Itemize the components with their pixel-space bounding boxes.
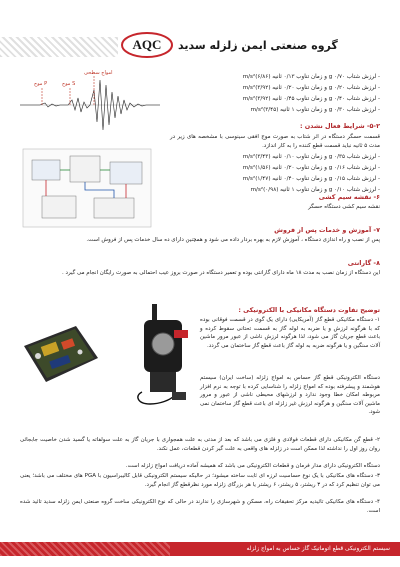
section-5-2-intro: قسمت حسگر دستگاه در اثر شتاب به صورت موج افقی سینوسی با مشخصه های زیر در مدت ۵ ثانیه نباید قسمت قطع کننده را به کار اندازد. (170, 134, 380, 149)
spec-line: - لرزش شتاب g ۰/۷۰ و زمان تناوب ۰/۱۳ ثانیه (۶/۸۶)m/s² (242, 74, 380, 80)
section-6-body: نقشه سیم کشی دستگاه حسگر (308, 204, 380, 210)
surface-wave-label: امواج سطحی (84, 70, 113, 76)
spec-line: - لرزش شتاب g ۰/۲۰ و زمان تناوب ۰/۲۰ ثانیه (۳/۹۲)m/s² (242, 85, 380, 91)
comparison-heading: توضیح تفاوت دستگاه مکانیکی با الکترونیکی : (238, 306, 380, 314)
company-name: گروه صنعتی ایمن زلزله سدید (178, 39, 338, 52)
spec-line: - لرزش شتاب g ۰/۳۰ و زمان تناوب ۱ ثانیه (۳/۴۵)m/s² (250, 107, 380, 113)
gas-valve-device-photo (130, 300, 200, 410)
comparison-p3: ۲- قطع گن مکانیکی دارای قطعات فولادی و فلزی می باشد که بعد از مدتی به علت همجواری با جریان گاز به علت سولفاته یا گسید شدن خاصیت جابجائی روان روز اول را نداشته لذا ممکن است در زلزله های واقعی به علت گیر کردن قطعات، عمل نکند. (20, 437, 380, 452)
spec-line: - لرزش شتاب g ۰/۱۶ و زمان تناوب ۰/۲۰ ثانیه (۱/۵۶)m/s² (242, 165, 380, 171)
spec-line: - لرزش شتاب g ۰/۳۵ و زمان تناوب ۰/۱۰ ثانیه (۳/۴۳)m/s² (242, 154, 380, 160)
section-6-heading: ۶- نقشه سیم کشی (318, 193, 380, 201)
spec-list-top (170, 72, 380, 116)
section-8-body: این دستگاه از زمان نصب به مدت ۱۸ ماه دارای گارانتی بوده و تعمیر دستگاه در صورت بروز عیب احتمالی به صورت رایگان انجام می گیرد . (62, 270, 380, 276)
spec-line: - لرزش شتاب g ۰/۱۵ و زمان تناوب ۰/۴۰ ثانیه (۱/۴۷)m/s² (242, 176, 380, 182)
footer-bar (0, 542, 400, 556)
company-logo (120, 30, 174, 60)
section-7-body: پس از نصب و راه اندازی دستگاه ، آموزش لازم به بهره بردار داده می شود و همچنین دارای ده سال خدمات پس از فروش است. (86, 237, 380, 243)
section-7-heading: ۷- آموزش و خدمات پس از فروش (274, 226, 380, 234)
comparison-p1: ۱- دستگاه مکانیکی قطع گاز (آمریکایی) دارای یک گوی در قسمت فوقانی بوده که با هرگونه لرزش و یا ضربه به لوله گاز به قسمت تحتانی سقوط کرده و باعث قطع جریان گاز می شود، لذا هرگونه لرزش ناشی از عبور مرور ماشین آلات سنگین و یا هرگونه ضربه به لوله گاز باعث قطع گاز ساختمان می گردد. (200, 317, 380, 349)
spec-line: - لرزش شتاب g ۰/۴۰ و زمان تناوب ۰/۴۵ ثانیه (۳/۹۲)m/s² (242, 96, 380, 102)
footer-decoration (0, 542, 170, 556)
header-decoration (0, 37, 118, 57)
comparison-p2: دستگاه الکترونیکی قطع گاز حساس به امواج زلزله (ساخت ایران) سیستم هوشمند و پیشرفته بوده که امواج زلزله را شناسایی کرده با توجه به نرم افزار مربوطه امکان خطا وجود ندارد و لرزشهای محیطی ناشی از عبور و مرور ماشین آلات سنگین و هرگونه لرزش غیر زلزله ای باعث قطع گاز ساختمان نمی شود. (200, 375, 380, 415)
section-5-2-heading: ۵-۲- شرایط فعال نشدن : (299, 122, 380, 130)
wiring-diagram (22, 148, 152, 228)
section-5-2-list (170, 152, 380, 196)
seismogram-illustration (20, 70, 160, 140)
comparison-p6: ۴- دستگاه های مکانیکی تائیدیه مرکز تحقیقات راه، مسکن و شهرسازی را ندارند در حالی که نوع الکترونیکی ساخت گروه صنعتی ایمن زلزله سدید تائید شده است. (20, 499, 380, 514)
p-wave-label: موج P (34, 81, 48, 87)
comparison-p4: دستگاه الکترونیکی دارای مدار فرمان و قطعات الکترونیکی می باشد که همیشه آماده دریافت امواج زلزله است. (125, 463, 380, 469)
electronic-board-photo (20, 318, 102, 392)
footer-text: سیستم الکترونیکی قطع اتوماتیک گاز حساس به امواج زلزله (246, 546, 390, 552)
svg-text:AQC: AQC (132, 37, 162, 52)
section-8-heading: ۸- گارانتی (347, 259, 380, 267)
s-wave-label: موج S (62, 81, 76, 87)
spec-line: - لرزش شتاب g ۰/۱۰ و زمان تناوب ۱ ثانیه (۰/۹۸)m/s² (250, 187, 380, 193)
comparison-p5: ۳- دستگاه های مکانیکی با یک نوع حساسیت لرزه ای ثابت ساخته میشود؛ در حالیکه سیستم الکترونیکی قابل کالیبراسیون با PGA های مختلف می باشد؛ یعنی می توان تنظیم کرد که در ۳ ریشتر، ۵ ریشتر، ۶ ریشتر یا هر بزرگای زلزله مورد نظرقطع گاز انجام گیرد. (20, 473, 380, 488)
